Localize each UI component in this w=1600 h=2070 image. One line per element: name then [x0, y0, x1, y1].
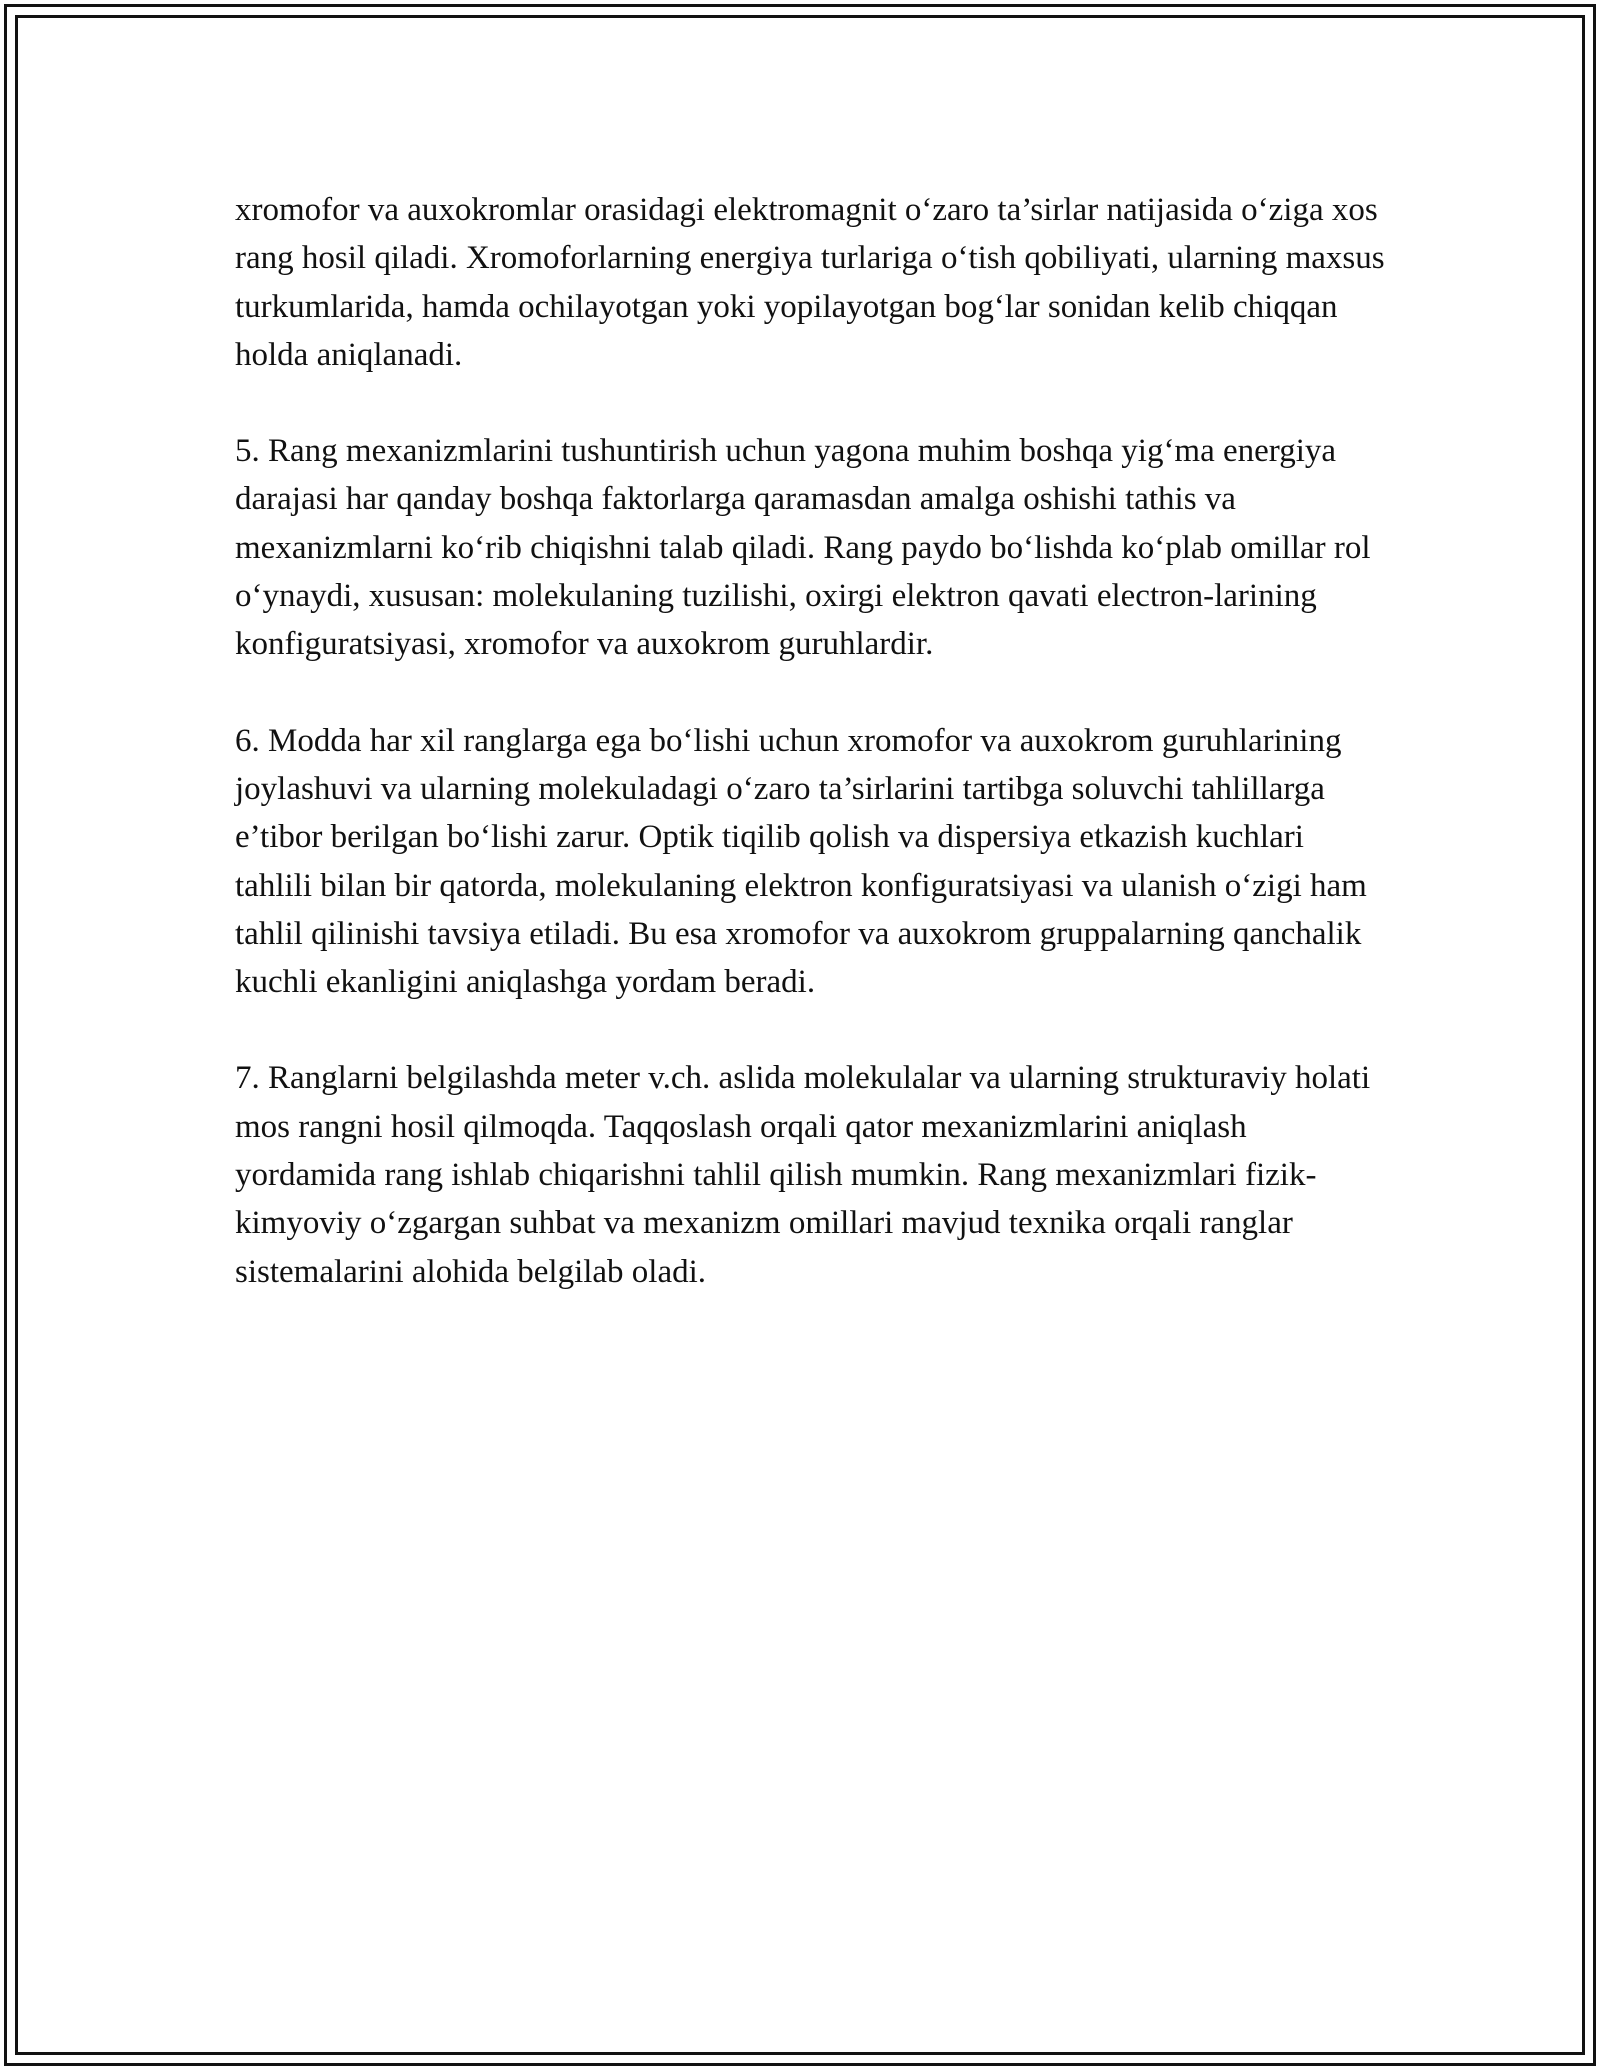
paragraph-continuation: xromofor va auxokromlar orasidagi elektromagnit o‘zaro ta’sirlar natijasida o‘ziga xos rang hosil qiladi. Xromoforlarning energiya turlariga o‘tish qobiliyati, ularning maxsus turkumlarida, hamda ochilayotgan yoki yopilayotgan bog‘lar sonidan kelib chiqqan holda aniqlanadi.	[235, 192, 1385, 373]
paragraph-5: 5. Rang mexanizmlarini tushuntirish uchun yagona muhim boshqa yig‘ma energiya darajasi har qanday boshqa faktorlarga qaramasdan amalga oshishi tathis va mexanizmlarni ko‘rib chiqishni talab qiladi. Rang paydo bo‘lishda ko‘plab omillar rol o‘ynaydi, xususan: molekulaning tuzilishi, oxirgi elektron qavati electron-larining konfiguratsiyasi, xromofor va auxokrom guruhlardir.	[235, 433, 1371, 663]
paragraph-7: 7. Ranglarni belgilashda meter v.ch. aslida molekulalar va ularning strukturaviy holati mos rangni hosil qilmoqda. Taqqoslash orqali qator mexanizmlarini aniqlash yordamida rang ishlab chiqarishni tahlil qilish mumkin. Rang mexanizmlari fizik-kimyoviy o‘zgargan suhbat va mexanizm omillari mavjud texnika orqali ranglar sistemalarini alohida belgilab oladi.	[235, 1060, 1371, 1290]
document-body	[235, 186, 1385, 1344]
paragraph-6: 6. Modda har xil ranglarga ega bo‘lishi uchun xromofor va auxokrom guruhlarining joylashuvi va ularning molekuladagi o‘zaro ta’sirlarini tartibga soluvchi tahlillarga e’tibor berilgan bo‘lishi zarur. Optik tiqilib qolish va dispersiya etkazish kuchlari tahlili bilan bir qatorda, molekulaning elektron konfiguratsiyasi va ulanish o‘zigi ham tahlil qilinishi tavsiya etiladi. Bu esa xromofor va auxokrom gruppalarning qanchalik kuchli ekanligini aniqlashga yordam beradi.	[235, 722, 1367, 1001]
